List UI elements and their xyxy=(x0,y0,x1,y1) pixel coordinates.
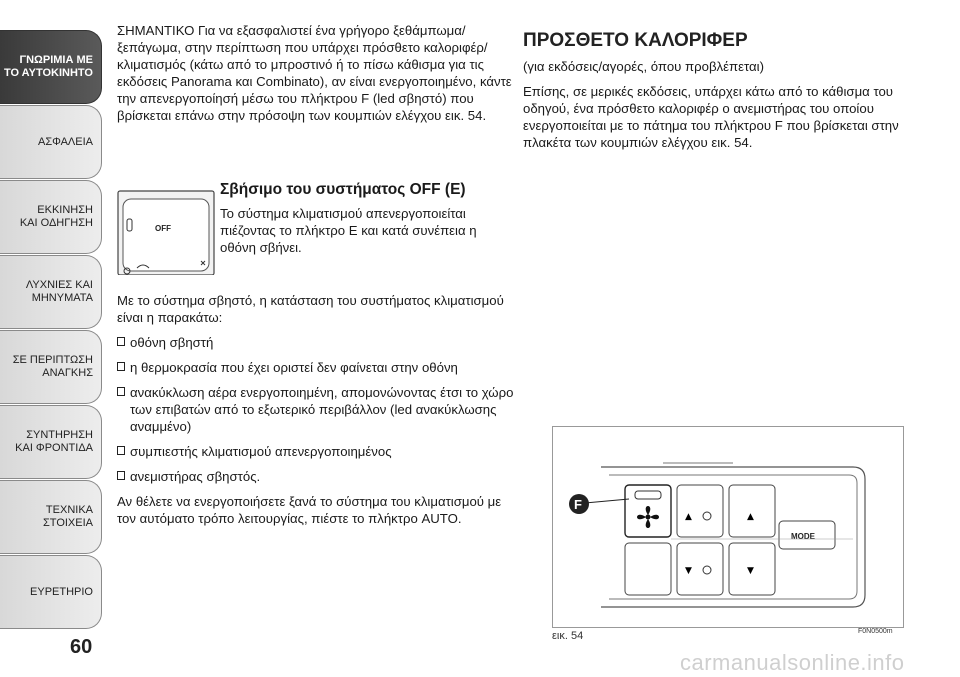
off-state-section xyxy=(117,292,515,535)
tab-label: ΣΕ ΠΕΡΙΠΤΩΣΗ ΑΝΑΓΚΗΣ xyxy=(12,354,93,379)
tab-warning-lights[interactable] xyxy=(0,255,102,329)
tab-label: ΣΥΝΤΗΡΗΣΗ ΚΑΙ ΦΡΟΝΤΙΔΑ xyxy=(15,429,93,454)
callout-f-label: F xyxy=(574,497,582,512)
important-note xyxy=(117,22,513,132)
section-subtitle: (για εκδόσεις/αγορές, όπου προβλέπεται) xyxy=(523,59,764,74)
list-item-text: συμπιεστής κλιματισμού απενεργοποιημένος xyxy=(130,444,392,459)
tab-label: ΕΚΚΙΝΗΣΗ ΚΑΙ ΟΔΗΓΗΣΗ xyxy=(19,204,93,229)
temp-down-left-button[interactable] xyxy=(677,543,723,595)
section-text: Επίσης, σε μερικές εκδόσεις, υπάρχει κάτω από το κάθισμα του οδηγού, ένα πρόσθετο καλοριφέρ ο ανεμιστήρας του οποίου ενεργοποιείται με το πάτημα του πλήκτρου F που βρίσκεται στην πλακέτα των κουμπιών ελέγχου εικ. 54. xyxy=(523,84,899,150)
figure-caption: εικ. 54 xyxy=(552,630,584,642)
temp-up-right-button[interactable] xyxy=(729,485,775,537)
section-title: ΠΡΟΣΘΕΤΟ ΚΑΛΟΡΙΦΕΡ xyxy=(523,30,748,51)
tab-label: ΛΥΧΝΙΕΣ ΚΑΙ ΜΗΝΥΜΑΤΑ xyxy=(25,279,93,304)
off-section-text: Το σύστημα κλιματισμού απενεργοποιείται πιέζοντας το πλήκτρο E και κατά συνέπεια η οθόνη σβήνει. xyxy=(220,206,477,255)
tab-label: ΕΥΡΕΤΗΡΙΟ xyxy=(30,585,93,598)
off-label: OFF xyxy=(155,224,171,233)
tab-emergency[interactable] xyxy=(0,330,102,404)
watermark: carmanualsonline.info xyxy=(680,650,905,675)
page-number: 60 xyxy=(70,636,93,658)
important-paragraph: ΣΗΜΑΝΤΙΚΟ Για να εξασφαλιστεί ένα γρήγορο ξεθάμπωμα/ξεπάγωμα, στην περίπτωση που υπάρχει πρόσθετο καλοριφέρ/κλιματισμός (κάτω από το μπροστινό ή το πίσω κάθισμα για τις εκδόσεις Panorama και Combinato), αν είναι ενεργοποιημένο, κάντε την απενεργοποίησή μέσω του πλήκτρου F (led σβηστό) που βρίσκεται επάνω στην πρόσοψη των κουμπιών ελέγχου εικ. 54. xyxy=(117,23,512,123)
list-item-text: ανεμιστήρας σβηστός. xyxy=(130,469,261,484)
checkbox-icon xyxy=(117,471,125,480)
tab-getting-to-know[interactable] xyxy=(0,30,102,104)
arrow-up-icon: ▲ xyxy=(747,512,754,522)
arrow-up-icon: ▲ xyxy=(685,512,692,522)
list-item xyxy=(117,443,515,460)
list-item xyxy=(117,468,515,485)
control-panel-figure xyxy=(552,426,904,628)
list-item xyxy=(117,359,515,376)
tab-index[interactable] xyxy=(0,555,102,629)
arrow-down-icon: ▼ xyxy=(747,566,754,576)
checkbox-icon xyxy=(117,387,125,396)
list-item-text: οθόνη σβηστή xyxy=(130,335,214,350)
tab-technical-data[interactable] xyxy=(0,480,102,554)
tab-label: ΓΝΩΡΙΜΙΑ ΜΕ ΤΟ ΑΥΤΟΚΙΝΗΤΟ xyxy=(3,54,93,79)
auxiliary-heater-section xyxy=(523,30,918,159)
off-state-intro: Με το σύστημα σβηστό, η κατάσταση του συστήματος κλιματισμού είναι η παρακάτω: xyxy=(117,293,504,325)
list-item xyxy=(117,384,515,435)
tab-maintenance[interactable] xyxy=(0,405,102,479)
list-item-text: ανακύκλωση αέρα ενεργοποιημένη, απομονώνοντας έτσι το χώρο των επιβατών από το εξωτερικό περιβάλλον (led ανακύκλωσης αναμμένο) xyxy=(130,385,514,434)
off-section xyxy=(220,180,516,256)
checkbox-icon xyxy=(117,362,125,371)
mode-label: MODE xyxy=(791,532,815,541)
tab-safety[interactable] xyxy=(0,105,102,179)
tab-starting-driving[interactable] xyxy=(0,180,102,254)
arrow-down-icon: ▼ xyxy=(685,566,692,576)
off-state-list xyxy=(117,334,515,485)
figure-code: F0N0500m xyxy=(858,628,893,635)
off-button-illustration xyxy=(117,183,215,275)
tab-label: ΤΕΧΝΙΚΑ ΣΤΟΙΧΕΙΑ xyxy=(43,504,93,529)
checkbox-icon xyxy=(117,337,125,346)
temp-up-left-button[interactable] xyxy=(677,485,723,537)
list-item xyxy=(117,334,515,351)
list-item-text: η θερμοκρασία που έχει οριστεί δεν φαίνεται στην οθόνη xyxy=(130,360,458,375)
tab-label: ΑΣΦΑΛΕΙΑ xyxy=(37,135,93,148)
off-section-title: Σβήσιμο του συστήματος OFF (E) xyxy=(220,181,466,198)
chapter-tabs xyxy=(0,30,102,630)
closing-paragraph: Αν θέλετε να ενεργοποιήσετε ξανά το σύστημα του κλιματισμού με τον αυτόματο τρόπο λειτουργίας, πιέστε το πλήκτρο AUTO. xyxy=(117,494,502,526)
checkbox-icon xyxy=(117,446,125,455)
